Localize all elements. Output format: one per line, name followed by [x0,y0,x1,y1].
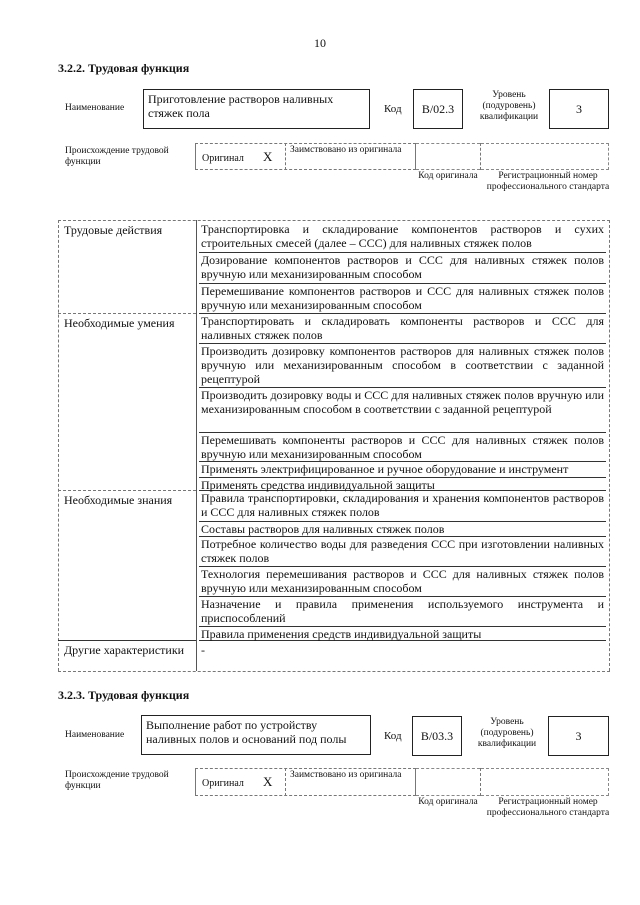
skill-item: Применять средства индивидуальной защиты [199,478,606,491]
skill-item: Производить дозировку компонентов растворов для наливных стяжек полов вручную или механизированным способом в соответствии с заданной рецептурой [201,344,604,386]
knowledge-item: Технология перемешивания растворов и ССС для наливных стяжек полов вручную или механизированным способом [201,567,604,595]
action-item: Дозирование компонентов растворов и ССС для наливных стяжек полов вручную или механизированным способом [199,253,606,284]
reg-num-label: Регистрационный номер профессионального стандарта [486,797,610,818]
code-orig-label: Код оригинала [418,171,478,181]
original-label: Оригинал [202,153,244,164]
origin-divider [285,768,286,796]
origin-label: Происхождение трудовой функции [65,146,169,167]
page-number: 10 [314,36,326,50]
skill-item: Перемешивать компоненты растворов и ССС для наливных стяжек полов вручную или механизированным способом [201,433,604,461]
reg-num-box [481,768,609,796]
category-other: Другие характеристики [64,643,185,657]
code-label: Код [384,103,402,115]
table-mid-border [196,220,197,671]
code-orig-label: Код оригинала [418,797,478,807]
knowledge-item: Составы растворов для наливных стяжек полов [199,522,606,537]
category-skills: Необходимые умения [64,316,175,330]
code-orig-box [416,143,480,170]
cat-divider [58,640,196,641]
code-label: Код [384,730,402,742]
cat-divider [58,313,196,314]
category-knowledge: Необходимые знания [64,493,173,507]
skill-item: Применять электрифицированное и ручное оборудование и инструмент [199,462,606,478]
level-label: Уровень (подуровень) квалификации [477,717,537,749]
origin-divider [285,143,286,170]
other-item: - [201,643,205,657]
knowledge-item: Правила транспортировки, складирования и хранения компонентов растворов и ССС для наливных стяжек полов [199,491,606,522]
knowledge-item: Правила применения средств индивидуальной защиты [199,627,606,641]
section-title: 3.2.2. Трудовая функция [58,61,190,75]
action-item: Перемешивание компонентов растворов и ССС для наливных стяжек полов вручную или механизированным способом [201,284,604,312]
reg-num-label: Регистрационный номер профессионального стандарта [486,171,610,192]
code-orig-box [416,768,480,796]
name-label: Наименование [65,103,125,113]
name-label: Наименование [65,730,125,740]
table-left-border [58,220,59,671]
knowledge-item: Назначение и правила применения используемого инструмента и приспособлений [201,597,604,625]
table-right-border [609,220,610,671]
skill-item: Производить дозировку воды и ССС для наливных стяжек полов вручную или механизированным способом в соответствии с заданной рецептурой [199,388,606,433]
table-bottom-border [58,671,610,672]
function-name-box: Приготовление растворов наливных стяжек пола [143,89,370,129]
level-box: 3 [549,89,609,129]
section-title: 3.2.3. Трудовая функция [58,688,190,702]
skill-item: Транспортировать и складировать компоненты растворов и ССС для наливных стяжек полов [201,314,604,342]
original-mark: X [263,149,273,164]
original-label: Оригинал [202,778,244,789]
action-item: Транспортировка и складирование компонентов растворов и сухих строительных смесей (далее – ССС) для наливных стяжек полов [199,222,606,253]
code-box: B/02.3 [413,89,463,129]
code-box: B/03.3 [412,716,462,756]
cat-divider [58,490,196,491]
knowledge-item: Потребное количество воды для разведения ССС при изготовлении наливных стяжек полов [201,537,604,565]
level-box: 3 [548,716,609,756]
category-actions: Трудовые действия [64,223,163,237]
borrowed-label: Заимствовано из оригинала [290,770,402,780]
origin-label: Происхождение трудовой функции [65,770,169,791]
original-mark: X [263,774,273,789]
function-name-box: Выполнение работ по устройству наливных полов и оснований под полы [141,715,371,755]
level-label: Уровень (подуровень) квалификации [479,90,539,122]
borrowed-label: Заимствовано из оригинала [290,145,402,155]
table-top-border [58,220,610,221]
reg-num-box [481,143,609,170]
